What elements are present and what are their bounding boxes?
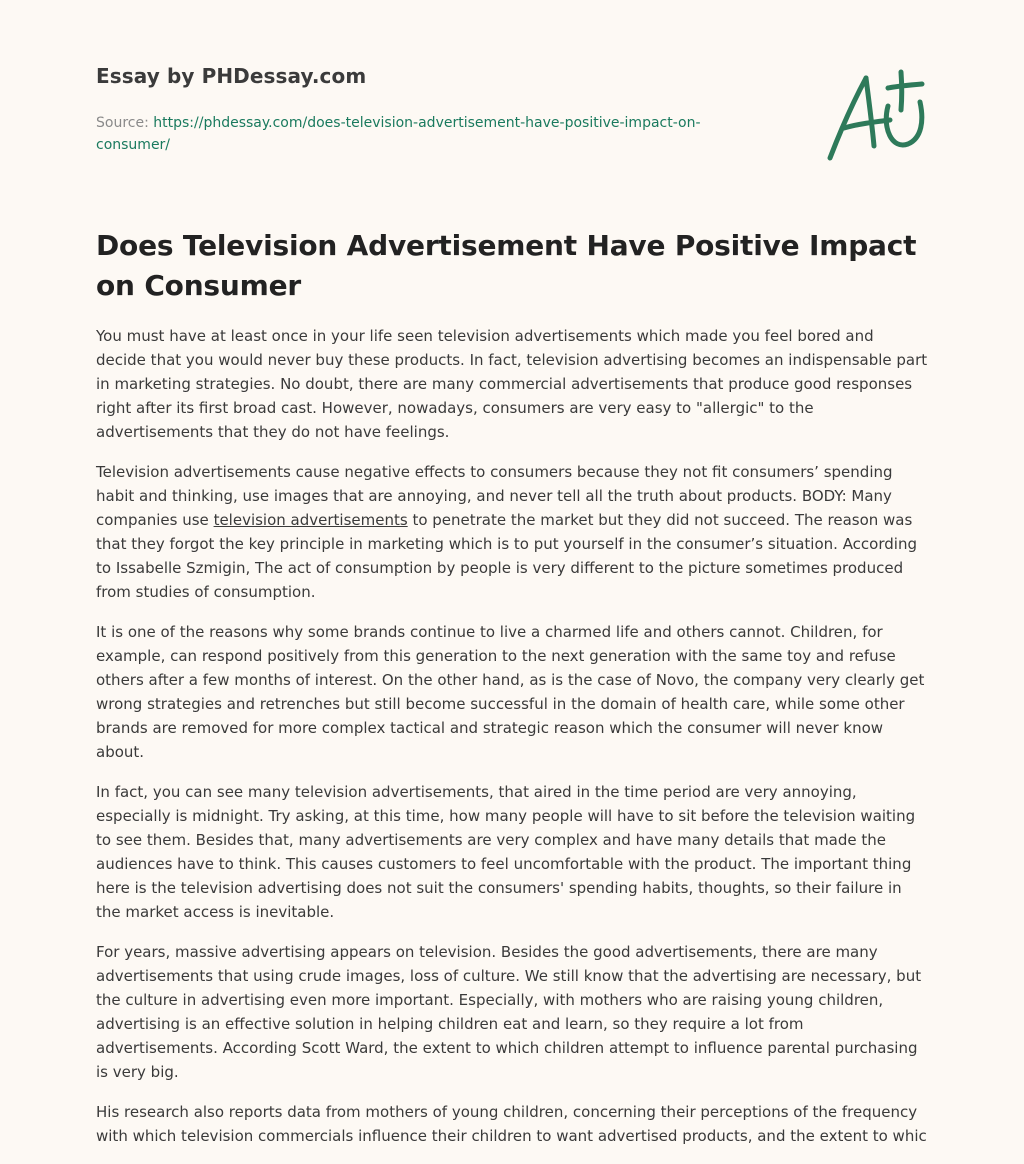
essay-title: Does Television Advertisement Have Positive Impact on Consumer — [96, 229, 917, 302]
essay-paragraph: For years, massive advertising appears on television. Besides the good advertisements, there are many advertisements that using crude images, loss of culture. We still know that the advertising are necessary, but the culture in advertising even more important. Especially, with mothers who are raising young children, advertising is an effective solution in helping children eat and learn, so they require a lot from advertisements. According Scott Ward, the extent to which children attempt to influence parental purchasing is very big. — [96, 943, 922, 1081]
site-title: Essay by PHDessay.com — [96, 64, 367, 88]
source-label: Source: — [96, 115, 149, 131]
television-advertisements-link[interactable]: television advertisements — [213, 511, 408, 529]
essay-paragraph: It is one of the reasons why some brands continue to live a charmed life and others cannot. Children, for example, can respond positively from this generation to the next generation with the same toy and refuse others after a few months of interest. On the other hand, as is the case of Novo, the company very clearly get wrong strategies and retrenches but still become successful in the domain of health care, while some other brands are removed for more complex tactical and strategic reason which the consumer will never know about. — [96, 623, 925, 761]
essay-paragraph: You must have at least once in your life seen television advertisements which made you feel bored and decide that you would never buy these products. In fact, television advertising becomes an indispensable part in marketing strategies. No doubt, there are many commercial advertisements that produce good responses right after its first broad cast. However, nowadays, consumers are very easy to "allergic" to the advertisements that they do not have feelings. — [96, 327, 928, 441]
source-line — [96, 112, 756, 156]
source-link[interactable]: https://phdessay.com/does-television-advertisement-have-positive-impact-on-consumer/ — [96, 115, 701, 153]
paragraph-text: to penetrate the market but they did not succeed. The reason was that they forgot the key principle in marketing which is to put yourself in the consumer’s situation. According to Issabelle Szmigin, The act of consumption by people is very different to the picture sometimes produced from studies of consumption. — [96, 511, 917, 601]
essay-paragraph — [96, 460, 928, 604]
essay-paragraph: His research also reports data from mothers of young children, concerning their perceptions of the frequency with which television commercials influence their children to want advertised products, and the extent to whic — [96, 1103, 927, 1145]
essay-paragraph: In fact, you can see many television advertisements, that aired in the time period are very annoying, especially is midnight. Try asking, at this time, how many people will have to sit before the television waiting to see them. Besides that, many advertisements are very complex and have many details that made the audiences have to think. This causes customers to feel uncomfortable with the product. The important thing here is the television advertising does not suit the consumers' spending habits, thoughts, so their failure in the market access is inevitable. — [96, 783, 916, 921]
paragraph-text: Television advertisements cause negative effects to consumers because they not fit consumers’ spending habit and thinking, use images that are annoying, and never tell all the truth about products. BODY: Many companies use — [96, 463, 893, 529]
a-plus-logo — [822, 66, 930, 166]
essay-body — [96, 324, 928, 1164]
